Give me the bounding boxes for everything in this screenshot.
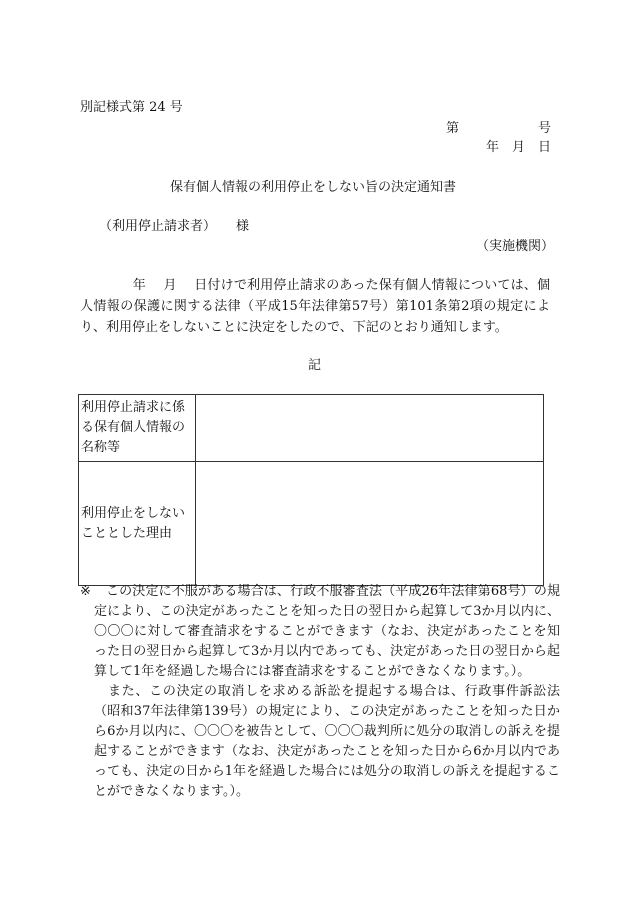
recipient: （利用停止請求者） (99, 219, 217, 234)
ki-heading: 記 (308, 358, 322, 373)
row2-label: 利用停止をしないこととした理由 (79, 462, 196, 586)
note-mark: ※ (80, 584, 91, 599)
note-appeal: この決定に不服がある場合は、行政不服審査法（平成26年法律第68号）の規定により、この決定があったことを知った日の翌日から起算して3か月以内に、〇〇〇に対して審査請求をすることができます（なお、決定があったことを知った日の翌日から起算して3か月以内であっても、決定があった日の翌日から起算して1年を経過した場合には審査請求をすることができなくなります。）。 (94, 584, 560, 679)
issuer: （実施機関） (476, 239, 555, 254)
notes-section (80, 582, 560, 802)
row2-value (196, 462, 544, 586)
document-title: 保有個人情報の利用停止をしない旨の決定通知書 (170, 180, 457, 195)
number-suffix: 号 (538, 121, 552, 136)
table-row (79, 462, 544, 586)
body-paragraph: 年 月 日付けで利用停止請求のあった保有個人情報については、個人情報の保護に関する法律（平成15年法律第57号）第101条第2項の規定により、利用停止をしないことに決定をしたので、下記のとおり通知します。 (80, 278, 550, 335)
number-prefix: 第 (446, 121, 460, 136)
table-row (79, 395, 544, 462)
form-number: 別記様式第 24 号 (80, 100, 183, 115)
date-day: 日 (538, 140, 552, 155)
recipient-honorific: 様 (236, 219, 250, 234)
row1-label: 利用停止請求に係る保有個人情報の名称等 (79, 395, 196, 462)
decision-table (78, 394, 544, 586)
note-lawsuit: また、この決定の取消しを求める訴訟を提起する場合は、行政事件訴訟法（昭和37年法律第139号）の規定により、この決定があったことを知った日から6か月以内に、〇〇〇を被告として、〇〇〇裁判所に処分の取消しの訴えを提起することができます（なお、決定があったことを知った日から6か月以内であっても、決定の日から1年を経過した場合には処分の取消しの訴えを提起することができなくなります。）。 (94, 684, 560, 799)
date-year: 年 (486, 140, 500, 155)
date-month: 月 (512, 140, 526, 155)
row1-value (196, 395, 544, 462)
